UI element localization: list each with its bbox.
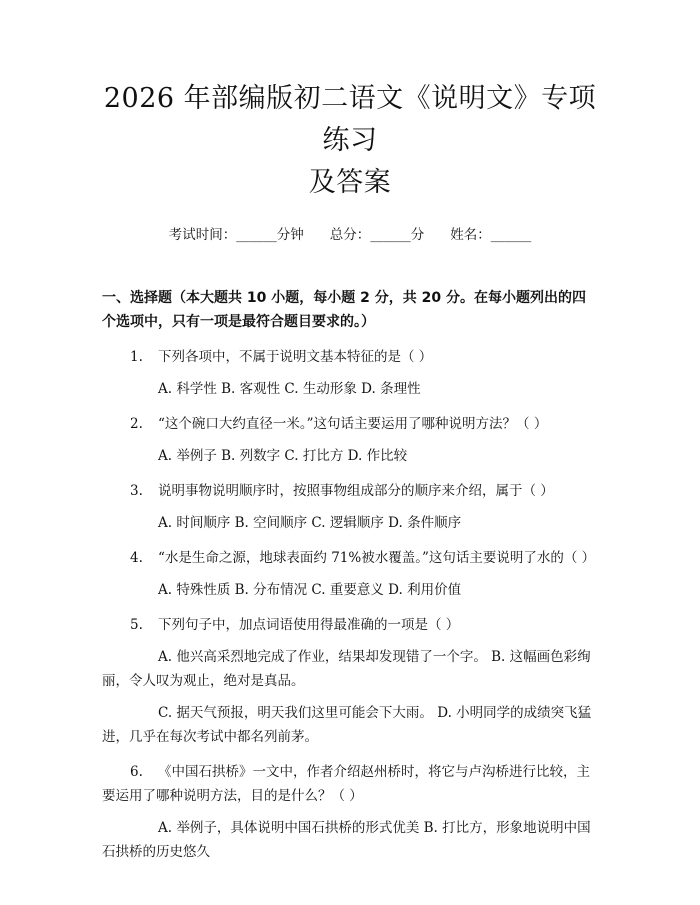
question-options: C. 据天气预报，明天我们这里可能会下大雨。 D. 小明同学的成绩突飞猛进，几乎在每次考试中都名列前茅。 [102,705,592,745]
question-options: A. 特殊性质 B. 分布情况 C. 重要意义 D. 利用价值 [158,582,462,598]
question-stem [102,546,598,570]
question-item [102,479,598,535]
question-item [102,412,598,468]
question-options: A. 他兴高采烈地完成了作业，结果却发现错了一个字。 B. 这幅画色彩绚丽，令人叹为观止，绝对是真品。 [102,649,591,689]
question-options: A. 科学性 B. 客观性 C. 生动形象 D. 条理性 [158,381,421,397]
question-options: A. 时间顺序 B. 空间顺序 C. 逻辑顺序 D. 条件顺序 [158,515,462,531]
section-heading-multiple-choice: 一、选择题（本大题共 10 小题，每小题 2 分，共 20 分。在每小题列出的四个选项中，只有一项是最符合题目要求的。） [102,290,586,330]
question-stem [102,412,598,436]
exam-info-row [102,224,598,246]
question-stem [102,760,598,808]
question-number: 6. [130,764,143,780]
total-score-label: 总分：______分 [329,227,425,243]
question-text: “这个碗口大约直径一米。”这句话主要运用了哪种说明方法？（ ） [158,416,548,432]
document-title-line-2: 及答案 [308,167,392,198]
exam-time-label: 考试时间：______分钟 [168,227,304,243]
document-title-line-1: 2026 年部编版初二语文《说明文》专项练习 [103,83,597,156]
question-text: “水是生命之源，地球表面约 71%被水覆盖。”这句话主要说明了水的（ ） [158,550,596,566]
question-stem [102,613,598,637]
question-text: 下列各项中，不属于说明文基本特征的是（ ） [158,349,433,365]
question-number: 3. [130,483,143,499]
question-number: 4. [130,550,143,566]
question-list [102,345,598,864]
question-text: 说明事物说明顺序时，按照事物组成部分的顺序来介绍，属于（ ） [158,483,554,499]
question-number: 1. [130,349,143,365]
question-options: A. 举例子，具体说明中国石拱桥的形式优美 B. 打比方，形象地说明中国石拱桥的历史悠久 [102,820,591,860]
question-number: 2. [130,416,143,432]
question-item [102,546,598,602]
question-options: A. 举例子 B. 列数字 C. 打比方 D. 作比较 [158,448,408,464]
question-item [102,345,598,401]
question-text: 《中国石拱桥》一文中，作者介绍赵州桥时，将它与卢沟桥进行比较，主要运用了哪种说明方法，目的是什么？（ ） [102,764,590,804]
question-stem [102,345,598,369]
question-number: 5. [130,617,143,633]
question-text: 下列句子中，加点词语使用得最准确的一项是（ ） [158,617,460,633]
document-title [102,78,598,204]
question-item [102,613,598,749]
question-stem [102,479,598,503]
student-name-label: 姓名：______ [450,227,532,243]
question-item [102,760,598,864]
